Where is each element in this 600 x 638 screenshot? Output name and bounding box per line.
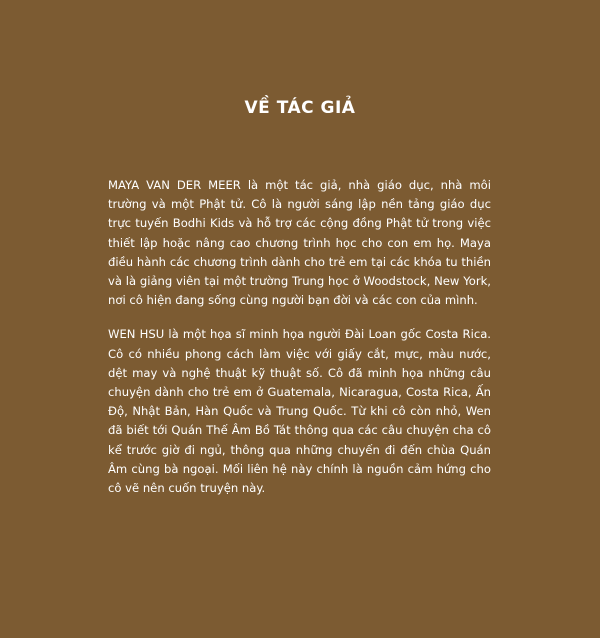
author-bio-paragraph: MAYA VAN DER MEER là một tác giả, nhà giáo dục, nhà môi trường và một Phật tử. Cô là người sáng lập nền tảng giáo dục trực tuyến Bodhi Kids và hỗ trợ các cộng đồng Phật tử trong việc thiết lập hoặc nâng cao chương trình học cho con em họ. Maya điều hành các chương trình dành cho trẻ em tại các khóa tu thiền và là giảng viên tại một trường Trung học ở Woodstock, New York, nơi cô hiện đang sống cùng người bạn đời và các con của mình. xyxy=(108,178,491,308)
page-title: VỀ TÁC GIẢ xyxy=(244,98,356,118)
illustrator-bio-paragraph: WEN HSU là một họa sĩ minh họa người Đài Loan gốc Costa Rica. Cô có nhiều phong cách làm việc với giấy cắt, mực, màu nước, dệt may và nghệ thuật kỹ thuật số. Cô đã minh họa những câu chuyện dành cho trẻ em ở Guatemala, Nicaragua, Costa Rica, Ấn Độ, Nhật Bản, Hàn Quốc và Trung Quốc. Từ khi cô còn nhỏ, Wen đã biết tới Quán Thế Âm Bồ Tát thông qua các câu chuyện cha cô kể trước giờ đi ngủ, thông qua những chuyến đi đến chùa Quán Âm cùng bà ngoại. Mối liên hệ này chính là nguồn cảm hứng cho cô vẽ nên cuốn truyện này. xyxy=(108,327,491,496)
body-text xyxy=(108,176,491,513)
